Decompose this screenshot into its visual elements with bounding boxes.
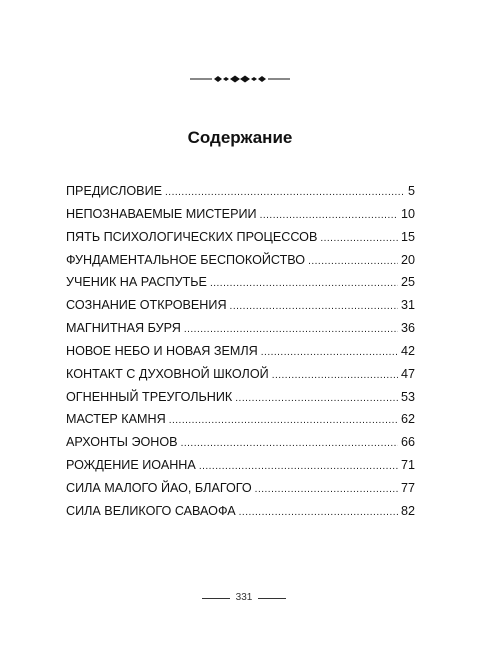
toc-entry-page: 5 (407, 184, 415, 198)
toc-entry (66, 408, 415, 431)
page-number: 331 (235, 592, 253, 603)
toc-entry-title: СИЛА ВЕЛИКОГО САВАОФА (66, 503, 236, 518)
toc-entry-page: 66 (400, 435, 415, 450)
toc-entry (66, 431, 415, 454)
toc-entry-title: СИЛА МАЛОГО ЙАО, БЛАГОГО (66, 480, 252, 495)
toc-leader-dots (235, 388, 398, 411)
toc-entry (66, 386, 415, 409)
toc-entry (66, 454, 415, 477)
toc-entry-title: НЕПОЗНАВАЕМЫЕ МИСТЕРИИ (66, 206, 257, 221)
toc-entry (66, 317, 415, 340)
toc-entry-page: 82 (400, 503, 415, 518)
toc-entry (66, 477, 415, 500)
toc-entry-title: НОВОЕ НЕБО И НОВАЯ ЗЕМЛЯ (66, 343, 258, 358)
toc-entry-page: 42 (400, 343, 415, 358)
toc-entry-page: 25 (400, 275, 415, 290)
toc-entry-title: ОГНЕННЫЙ ТРЕУГОЛЬНИК (66, 389, 233, 404)
toc-entry (66, 249, 415, 272)
toc-entry (66, 180, 415, 203)
toc-leader-dots (260, 205, 398, 228)
toc-entry-title: УЧЕНИК НА РАСПУТЬЕ (66, 275, 207, 290)
toc-entry-page: 53 (400, 389, 415, 404)
toc-leader-dots (261, 342, 398, 365)
toc-entry-page: 62 (400, 412, 415, 427)
toc-entry-page: 77 (400, 480, 415, 495)
toc-leader-dots (239, 502, 398, 525)
toc-entry-page: 10 (400, 206, 415, 221)
toc-entry-title: МАГНИТНАЯ БУРЯ (66, 321, 181, 336)
toc-entry-page: 47 (400, 366, 415, 381)
page-title: Содержание (187, 128, 293, 147)
toc-leader-dots (165, 182, 405, 205)
flourish-ornament-icon (190, 72, 290, 86)
toc-entry (66, 271, 415, 294)
toc-entry (66, 500, 415, 523)
toc-entry-title: КОНТАКТ С ДУХОВНОЙ ШКОЛОЙ (66, 366, 269, 381)
toc-entry-page: 31 (400, 298, 415, 313)
toc-entry-title: ПЯТЬ ПСИХОЛОГИЧЕСКИХ ПРОЦЕССОВ (66, 229, 318, 244)
toc-entry-title: МАСТЕР КАМНЯ (66, 412, 166, 427)
toc-entry (66, 226, 415, 249)
toc-entry-page: 20 (400, 252, 415, 267)
toc-entry-page: 15 (400, 229, 415, 244)
toc-leader-dots (169, 410, 398, 433)
toc-leader-dots (272, 365, 398, 388)
footer-rule-right (258, 598, 286, 599)
toc-entry-page: 71 (400, 458, 415, 473)
toc-entry (66, 340, 415, 363)
footer-rule-left (202, 598, 230, 599)
toc-entry-title: СОЗНАНИЕ ОТКРОВЕНИЯ (66, 298, 227, 313)
toc-leader-dots (308, 251, 398, 274)
toc-leader-dots (181, 433, 398, 456)
toc-entry-title: РОЖДЕНИЕ ИОАННА (66, 458, 196, 473)
toc-entry (66, 294, 415, 317)
table-of-contents (66, 180, 415, 523)
toc-leader-dots (255, 479, 398, 502)
toc-leader-dots (199, 456, 398, 479)
toc-entry-title: ПРЕДИСЛОВИЕ (66, 184, 163, 198)
toc-leader-dots (184, 319, 398, 342)
toc-leader-dots (210, 273, 398, 296)
toc-entry-title: ФУНДАМЕНТАЛЬНОЕ БЕСПОКОЙСТВО (66, 252, 306, 267)
toc-entry-title: АРХОНТЫ ЭОНОВ (66, 435, 178, 450)
toc-entry (66, 363, 415, 386)
toc-entry-page: 36 (400, 321, 415, 336)
toc-entry (66, 203, 415, 226)
toc-leader-dots (320, 228, 398, 251)
page-footer (0, 591, 480, 605)
toc-leader-dots (230, 296, 398, 319)
